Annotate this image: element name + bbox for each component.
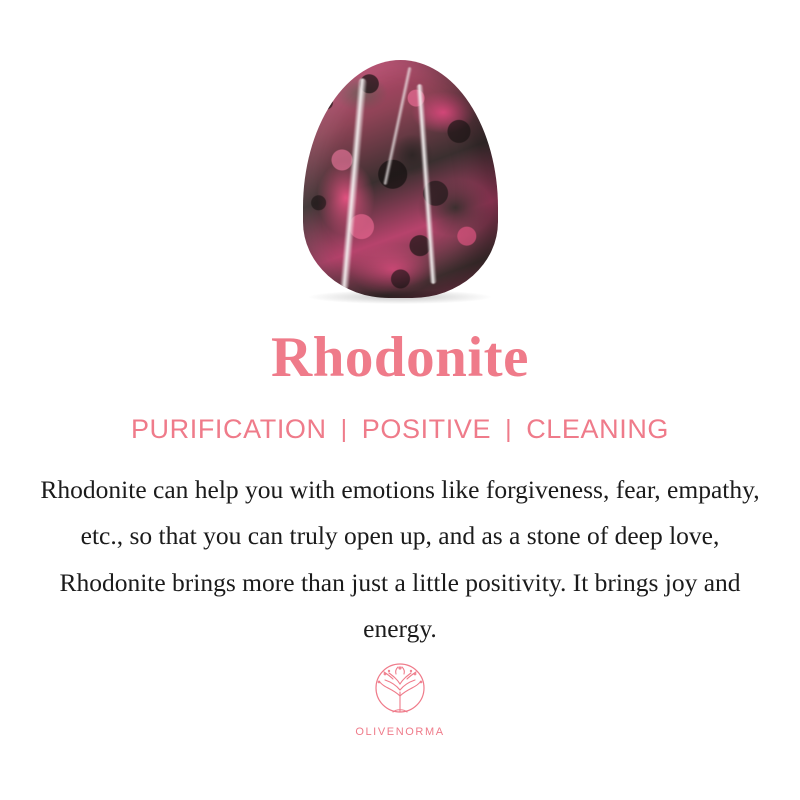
- rhodonite-stone-graphic: [303, 60, 498, 298]
- stone-image: [275, 56, 525, 306]
- keyword-separator: |: [505, 414, 513, 443]
- brand-logo: [340, 662, 460, 738]
- keyword-list: [131, 414, 669, 445]
- tree-of-life-icon: [363, 662, 437, 724]
- keyword-positive: POSITIVE: [361, 413, 492, 444]
- keyword-purification: PURIFICATION: [130, 413, 327, 444]
- stone-shadow: [309, 290, 491, 304]
- stone-vein: [416, 84, 437, 284]
- stone-vein: [340, 78, 367, 290]
- keyword-cleaning: CLEANING: [526, 413, 670, 444]
- keyword-separator: |: [340, 414, 348, 443]
- page-title: Rhodonite: [271, 326, 529, 389]
- brand-name: OLIVENORMA: [355, 726, 445, 739]
- stone-vein: [383, 67, 413, 185]
- product-description: Rhodonite can help you with emotions like forgiveness, fear, empathy, etc., so that you can truly open up, and as a stone of deep love, Rhodonite brings more than just a little positivity. It brings joy and energy.: [40, 474, 760, 644]
